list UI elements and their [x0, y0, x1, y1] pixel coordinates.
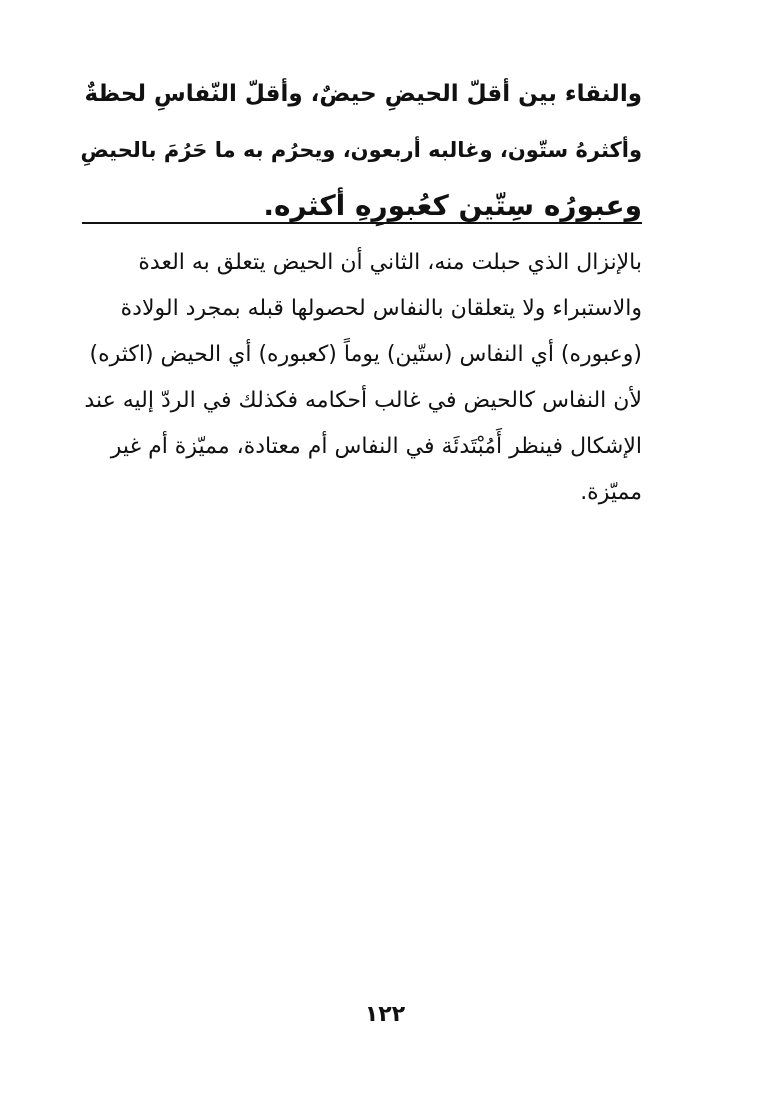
commentary-text	[80, 240, 642, 516]
main-text-line: وعبورُه سِتّين كعُبورِهِ أكثره.	[263, 189, 642, 222]
commentary-line: لأن النفاس كالحيض في غالب أحكامه فكذلك في الردّ إليه عند	[84, 388, 642, 413]
commentary-line: الإشكال فينظر أَمُبْتَدئَة في النفاس أم معتادة، مميّزة أم غير	[110, 434, 642, 459]
section-divider	[82, 222, 642, 224]
commentary-line: مميّزة.	[580, 480, 642, 505]
main-text-line: والنقاء بين أقلّ الحيضِ حيضٌ، وأقلّ النّفاسِ لحظةٌ	[84, 81, 642, 107]
commentary-line: (وعبوره) أي النفاس (ستّين) يوماً (كعبوره) أي الحيض (اكثره)	[89, 342, 642, 367]
commentary-line: والاستبراء ولا يتعلقان بالنفاس لحصولها قبله بمجرد الولادة	[120, 296, 642, 321]
commentary-line: بالإنزال الذي حبلت منه، الثاني أن الحيض يتعلق به العدة	[138, 250, 642, 275]
page-number: ١٢٢	[364, 1002, 406, 1027]
main-text	[80, 66, 642, 234]
main-text-line: وأكثرهُ ستّون، وغالبه أربعون، ويحرُم به ما حَرُمَ بالحيضِ	[80, 138, 642, 162]
